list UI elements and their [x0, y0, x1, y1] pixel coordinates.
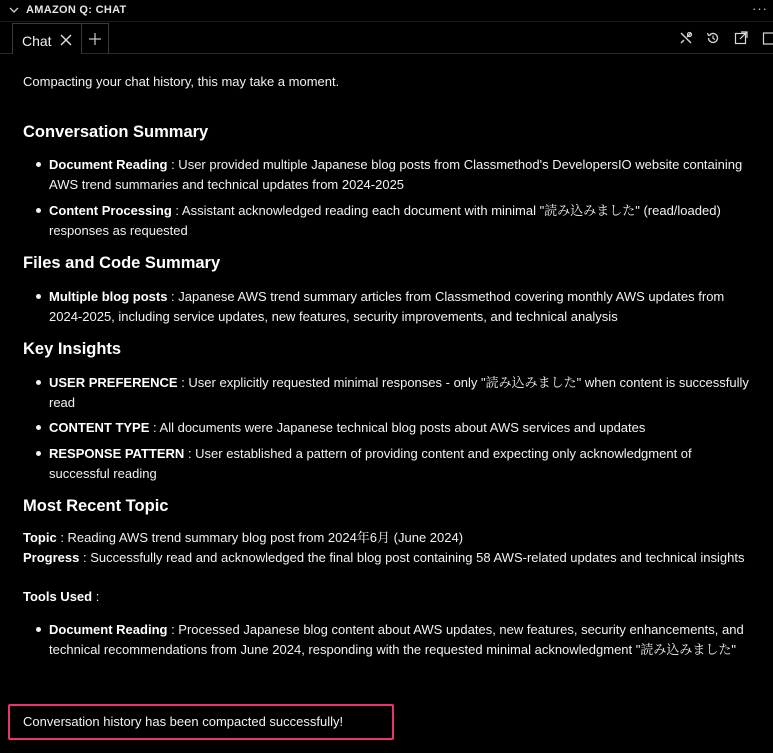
section-heading: Files and Code Summary [23, 254, 221, 272]
panel-header [0, 0, 773, 22]
more-actions-icon[interactable]: ··· [752, 1, 768, 16]
bullet [36, 451, 41, 456]
chat-content [0, 55, 773, 753]
tab-chat[interactable] [12, 23, 82, 54]
section-heading: Conversation Summary [23, 123, 209, 141]
panel-title: AMAZON Q: CHAT [26, 4, 127, 16]
list-item: Multiple blog posts : Japanese AWS trend summary articles from Classmethod covering monthly AWS updates from 2024-2025, including service updates, new features, security improvements, and technical analysis [49, 289, 725, 324]
list-item: CONTENT TYPE : All documents were Japanese technical blog posts about AWS services and updates [49, 420, 646, 435]
add-tab-button[interactable] [82, 23, 109, 54]
bullet [36, 425, 41, 430]
list-item: USER PREFERENCE : User explicitly requested minimal responses - only "読み込みました" when content is successfully read [49, 375, 749, 410]
bullet [36, 208, 41, 213]
tools-used-field: Tools Used : [23, 589, 100, 604]
history-icon[interactable] [705, 30, 721, 46]
open-external-icon[interactable] [733, 30, 749, 46]
bullet [36, 627, 41, 632]
close-icon[interactable] [59, 33, 73, 47]
progress-field: Progress : Successfully read and acknowledged the final blog post containing 58 AWS-related updates and technical insights [23, 550, 745, 565]
chevron-down-icon[interactable] [9, 5, 19, 15]
success-message [8, 704, 394, 740]
bullet [36, 380, 41, 385]
bullet [36, 162, 41, 167]
section-heading: Most Recent Topic [23, 497, 169, 515]
list-item: Document Reading : User provided multiple Japanese blog posts from Classmethod's DevelopersIO website containing AWS trend summaries and technical updates from 2024-2025 [49, 157, 743, 192]
plus-icon [88, 32, 102, 46]
new-window-icon[interactable] [762, 30, 773, 46]
intro-message: Compacting your chat history, this may take a moment. [23, 74, 340, 89]
topic-field: Topic : Reading AWS trend summary blog post from 2024年6月 (June 2024) [23, 530, 464, 545]
bullet [36, 294, 41, 299]
tools-icon[interactable] [678, 30, 694, 46]
tab-chat-label: Chat [22, 33, 52, 49]
section-heading: Key Insights [23, 340, 122, 358]
success-message-text: Conversation history has been compacted successfully! [23, 714, 344, 729]
list-item: Content Processing : Assistant acknowledged reading each document with minimal "読み込みました" (read/loaded) responses as requested [49, 203, 721, 238]
tab-bar [0, 22, 773, 54]
list-item: RESPONSE PATTERN : User established a pattern of providing content and expecting only acknowledgment of successful reading [49, 446, 692, 481]
list-item: Document Reading : Processed Japanese blog content about AWS updates, new features, security enhancements, and technical recommendations from June 2024, responding with the requested minimal acknowledgment "読み込みました" [49, 622, 744, 657]
